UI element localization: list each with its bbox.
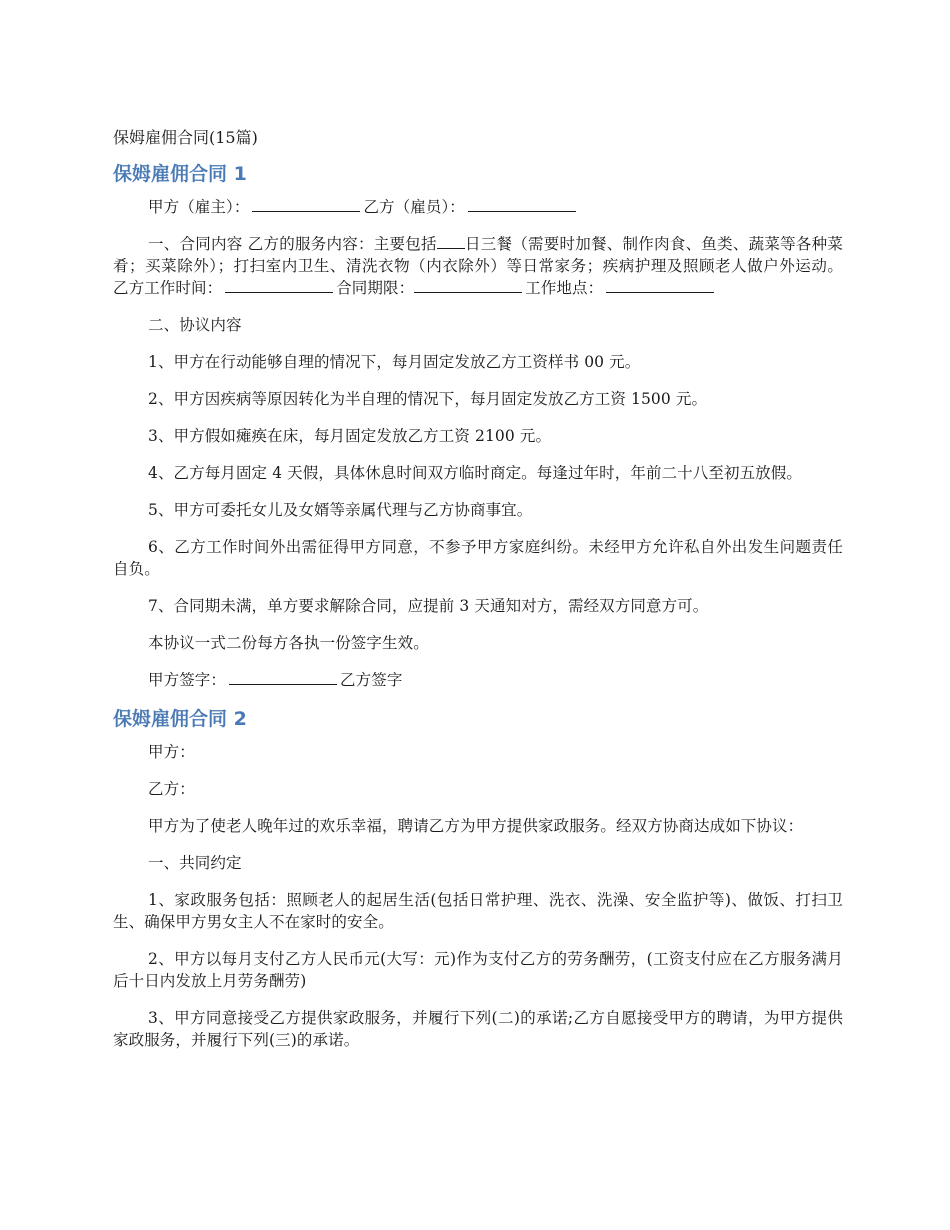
party-b-label: 乙方（雇员）： (363, 198, 465, 216)
document-title: 保姆雇佣合同(15篇) (113, 128, 258, 147)
party-a-line: 甲方： (148, 743, 195, 761)
meals-blank (437, 233, 465, 249)
work-place-blank (606, 277, 714, 293)
agreement-item: 6、乙方工作时间外出需征得甲方同意，不参予甲方家庭纠纷。未经甲方允许私自外出发生问题责任自负。 (113, 538, 843, 578)
party-a-blank (252, 196, 360, 212)
section-heading-1: 保姆雇佣合同 1 (113, 163, 247, 185)
clause-item: 3、甲方同意接受乙方提供家政服务，并履行下列(二)的承诺;乙方自愿接受甲方的聘请，为甲方提供家政服务，并履行下列(三)的承诺。 (113, 1009, 843, 1049)
agreement-item: 4、乙方每月固定 4 天假，具体休息时间双方临时商定。每逢过年时，年前二十八至初五放假。 (148, 464, 802, 482)
content-text-a: 一、合同内容 乙方的服务内容：主要包括 (148, 235, 437, 253)
agreement-item: 7、合同期未满，单方要求解除合同，应提前 3 天通知对方，需经双方同意方可。 (148, 597, 709, 615)
sign-b-label: 乙方签字 (340, 671, 403, 689)
signature-line (113, 669, 843, 691)
parties-line (113, 196, 843, 218)
intro-paragraph: 甲方为了使老人晚年过的欢乐幸福，聘请乙方为甲方提供家政服务。经双方协商达成如下协议： (148, 817, 804, 835)
sign-a-label: 甲方签字： (148, 671, 227, 689)
agreement-item: 2、甲方因疾病等原因转化为半自理的情况下，每月固定发放乙方工资 1500 元。 (148, 390, 708, 408)
contract-content-paragraph (113, 233, 843, 299)
work-time-blank (225, 277, 333, 293)
clause-item: 1、家政服务包括：照顾老人的起居生活(包括日常护理、洗衣、洗澡、安全监护等)、做饭、打扫卫生、确保甲方男女主人不在家时的安全。 (113, 891, 843, 931)
clause-title: 一、共同约定 (148, 854, 242, 872)
content-text-d: 工作地点： (525, 279, 604, 297)
party-b-blank (468, 196, 576, 212)
party-b-line: 乙方： (148, 780, 195, 798)
document-page (113, 125, 843, 1066)
agreement-heading: 二、协议内容 (148, 316, 242, 334)
sign-a-blank (229, 669, 337, 685)
content-text-c: 合同期限： (336, 279, 415, 297)
agreement-item: 5、甲方可委托女儿及女婿等亲属代理与乙方协商事宜。 (148, 501, 533, 519)
content-text-b: 日三餐（需要时加餐、制作肉食、鱼类、蔬菜等各种菜肴；买菜除外）；打扫室内卫生、清洗衣物（内衣除外）等日常家务；疾病护理及照顾老人做户外运动。 乙方工作时间： (113, 235, 843, 297)
agreement-item: 1、甲方在行动能够自理的情况下，每月固定发放乙方工资样书 00 元。 (148, 353, 641, 371)
section-heading-2: 保姆雇佣合同 2 (113, 708, 247, 730)
contract-term-blank (414, 277, 522, 293)
agreement-item: 3、甲方假如瘫痪在床，每月固定发放乙方工资 2100 元。 (148, 427, 552, 445)
party-a-label: 甲方（雇主）： (148, 198, 250, 216)
clause-item: 2、甲方以每月支付乙方人民币元(大写：元)作为支付乙方的劳务酬劳，(工资支付应在乙方服务满月后十日内发放上月劳务酬劳) (113, 950, 843, 990)
agreement-note: 本协议一式二份每方各执一份签字生效。 (148, 634, 429, 652)
